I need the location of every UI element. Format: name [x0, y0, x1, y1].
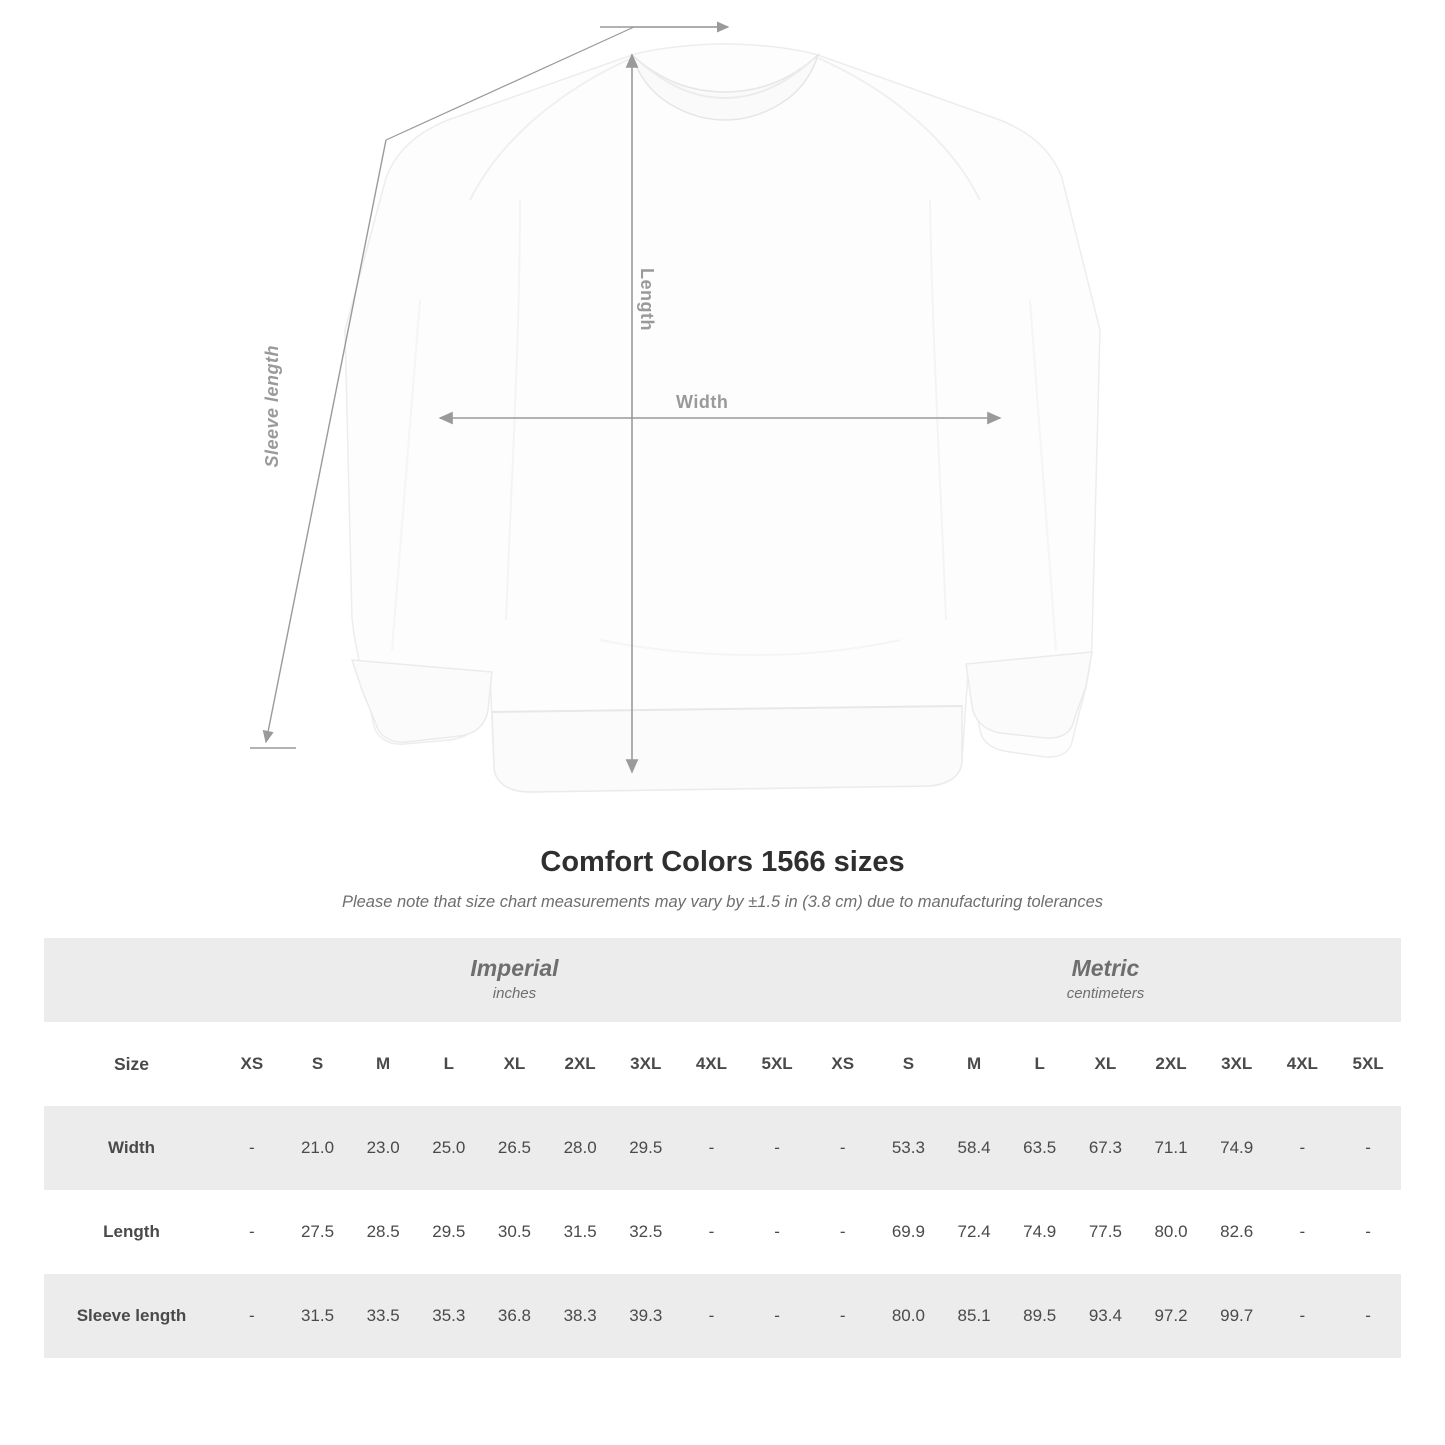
width-imp-l: 25.0 — [416, 1106, 482, 1190]
sleeve-imp-s: 31.5 — [285, 1274, 351, 1358]
width-imp-2xl: 28.0 — [547, 1106, 613, 1190]
sleeve-imp-xl: 36.8 — [482, 1274, 548, 1358]
width-met-xs: - — [810, 1106, 876, 1190]
length-imp-xl: 30.5 — [482, 1190, 548, 1274]
width-imp-s: 21.0 — [285, 1106, 351, 1190]
header-imp-2xl: 2XL — [547, 1022, 613, 1106]
width-imp-xs: - — [219, 1106, 285, 1190]
length-imp-4xl: - — [679, 1190, 745, 1274]
sleeve-met-2xl: 97.2 — [1138, 1274, 1204, 1358]
sleeve-imp-3xl: 39.3 — [613, 1274, 679, 1358]
sleeve-met-xl: 93.4 — [1073, 1274, 1139, 1358]
width-met-2xl: 71.1 — [1138, 1106, 1204, 1190]
length-imp-3xl: 32.5 — [613, 1190, 679, 1274]
unit-metric-name: Metric — [1071, 954, 1140, 981]
width-met-xl: 67.3 — [1073, 1106, 1139, 1190]
header-imp-5xl: 5XL — [744, 1022, 810, 1106]
table-row-length — [44, 1190, 1401, 1274]
length-met-m: 72.4 — [941, 1190, 1007, 1274]
length-dimension-label: Length — [637, 268, 657, 331]
width-dimension-label: Width — [676, 392, 729, 412]
row-label-length: Length — [44, 1190, 219, 1274]
header-met-m: M — [941, 1022, 1007, 1106]
row-label-width: Width — [44, 1106, 219, 1190]
length-imp-l: 29.5 — [416, 1190, 482, 1274]
header-met-2xl: 2XL — [1138, 1022, 1204, 1106]
length-met-3xl: 82.6 — [1204, 1190, 1270, 1274]
width-met-l: 63.5 — [1007, 1106, 1073, 1190]
sleeve-imp-4xl: - — [679, 1274, 745, 1358]
header-met-xs: XS — [810, 1022, 876, 1106]
sleeve-imp-m: 33.5 — [350, 1274, 416, 1358]
sleeve-met-l: 89.5 — [1007, 1274, 1073, 1358]
width-met-m: 58.4 — [941, 1106, 1007, 1190]
table-header-row — [44, 1022, 1401, 1106]
unit-imperial-cell — [219, 938, 810, 1022]
page-title: Comfort Colors 1566 sizes — [540, 846, 905, 878]
sleeve-imp-2xl: 38.3 — [547, 1274, 613, 1358]
sleeve-met-5xl: - — [1335, 1274, 1401, 1358]
width-met-4xl: - — [1270, 1106, 1336, 1190]
length-imp-xs: - — [219, 1190, 285, 1274]
header-imp-l: L — [416, 1022, 482, 1106]
length-met-s: 69.9 — [876, 1190, 942, 1274]
sleeve-imp-xs: - — [219, 1274, 285, 1358]
width-imp-3xl: 29.5 — [613, 1106, 679, 1190]
title-block — [0, 846, 1445, 912]
width-met-5xl: - — [1335, 1106, 1401, 1190]
sleeve-met-3xl: 99.7 — [1204, 1274, 1270, 1358]
width-met-3xl: 74.9 — [1204, 1106, 1270, 1190]
header-imp-3xl: 3XL — [613, 1022, 679, 1106]
row-label-sleeve-length: Sleeve length — [44, 1274, 219, 1358]
sleeve-met-s: 80.0 — [876, 1274, 942, 1358]
length-imp-m: 28.5 — [350, 1190, 416, 1274]
length-imp-2xl: 31.5 — [547, 1190, 613, 1274]
unit-metric-cell — [810, 938, 1401, 1022]
header-imp-xl: XL — [482, 1022, 548, 1106]
header-imp-xs: XS — [219, 1022, 285, 1106]
width-imp-5xl: - — [744, 1106, 810, 1190]
table-row-sleeve-length — [44, 1274, 1401, 1358]
length-imp-5xl: - — [744, 1190, 810, 1274]
sleeve-met-4xl: - — [1270, 1274, 1336, 1358]
header-imp-m: M — [350, 1022, 416, 1106]
table-row-width — [44, 1106, 1401, 1190]
length-imp-s: 27.5 — [285, 1190, 351, 1274]
length-met-4xl: - — [1270, 1190, 1336, 1274]
width-imp-m: 23.0 — [350, 1106, 416, 1190]
length-met-l: 74.9 — [1007, 1190, 1073, 1274]
width-met-s: 53.3 — [876, 1106, 942, 1190]
header-met-s: S — [876, 1022, 942, 1106]
unit-imperial-sub: inches — [492, 985, 537, 1003]
sleeve-met-m: 85.1 — [941, 1274, 1007, 1358]
header-imp-s: S — [285, 1022, 351, 1106]
header-met-3xl: 3XL — [1204, 1022, 1270, 1106]
length-met-xl: 77.5 — [1073, 1190, 1139, 1274]
unit-band-row — [44, 938, 1401, 1022]
sleeve-met-xs: - — [810, 1274, 876, 1358]
unit-imperial-name: Imperial — [470, 954, 559, 981]
length-met-2xl: 80.0 — [1138, 1190, 1204, 1274]
width-imp-xl: 26.5 — [482, 1106, 548, 1190]
length-met-xs: - — [810, 1190, 876, 1274]
header-met-xl: XL — [1073, 1022, 1139, 1106]
header-imp-4xl: 4XL — [679, 1022, 745, 1106]
header-met-5xl: 5XL — [1335, 1022, 1401, 1106]
measurement-note: Please note that size chart measurements may vary by ±1.5 in (3.8 cm) due to manufacturing tolerances — [341, 893, 1104, 911]
header-size: Size — [44, 1022, 219, 1106]
width-imp-4xl: - — [679, 1106, 745, 1190]
sleeve-length-dimension-label: Sleeve length — [262, 345, 282, 468]
sleeve-imp-5xl: - — [744, 1274, 810, 1358]
length-met-5xl: - — [1335, 1190, 1401, 1274]
unit-band-spacer — [44, 938, 219, 1022]
sleeve-imp-l: 35.3 — [416, 1274, 482, 1358]
unit-metric-sub: centimeters — [1066, 985, 1145, 1003]
size-table — [44, 938, 1401, 1358]
size-table-wrap — [44, 938, 1401, 1358]
header-met-l: L — [1007, 1022, 1073, 1106]
header-met-4xl: 4XL — [1270, 1022, 1336, 1106]
